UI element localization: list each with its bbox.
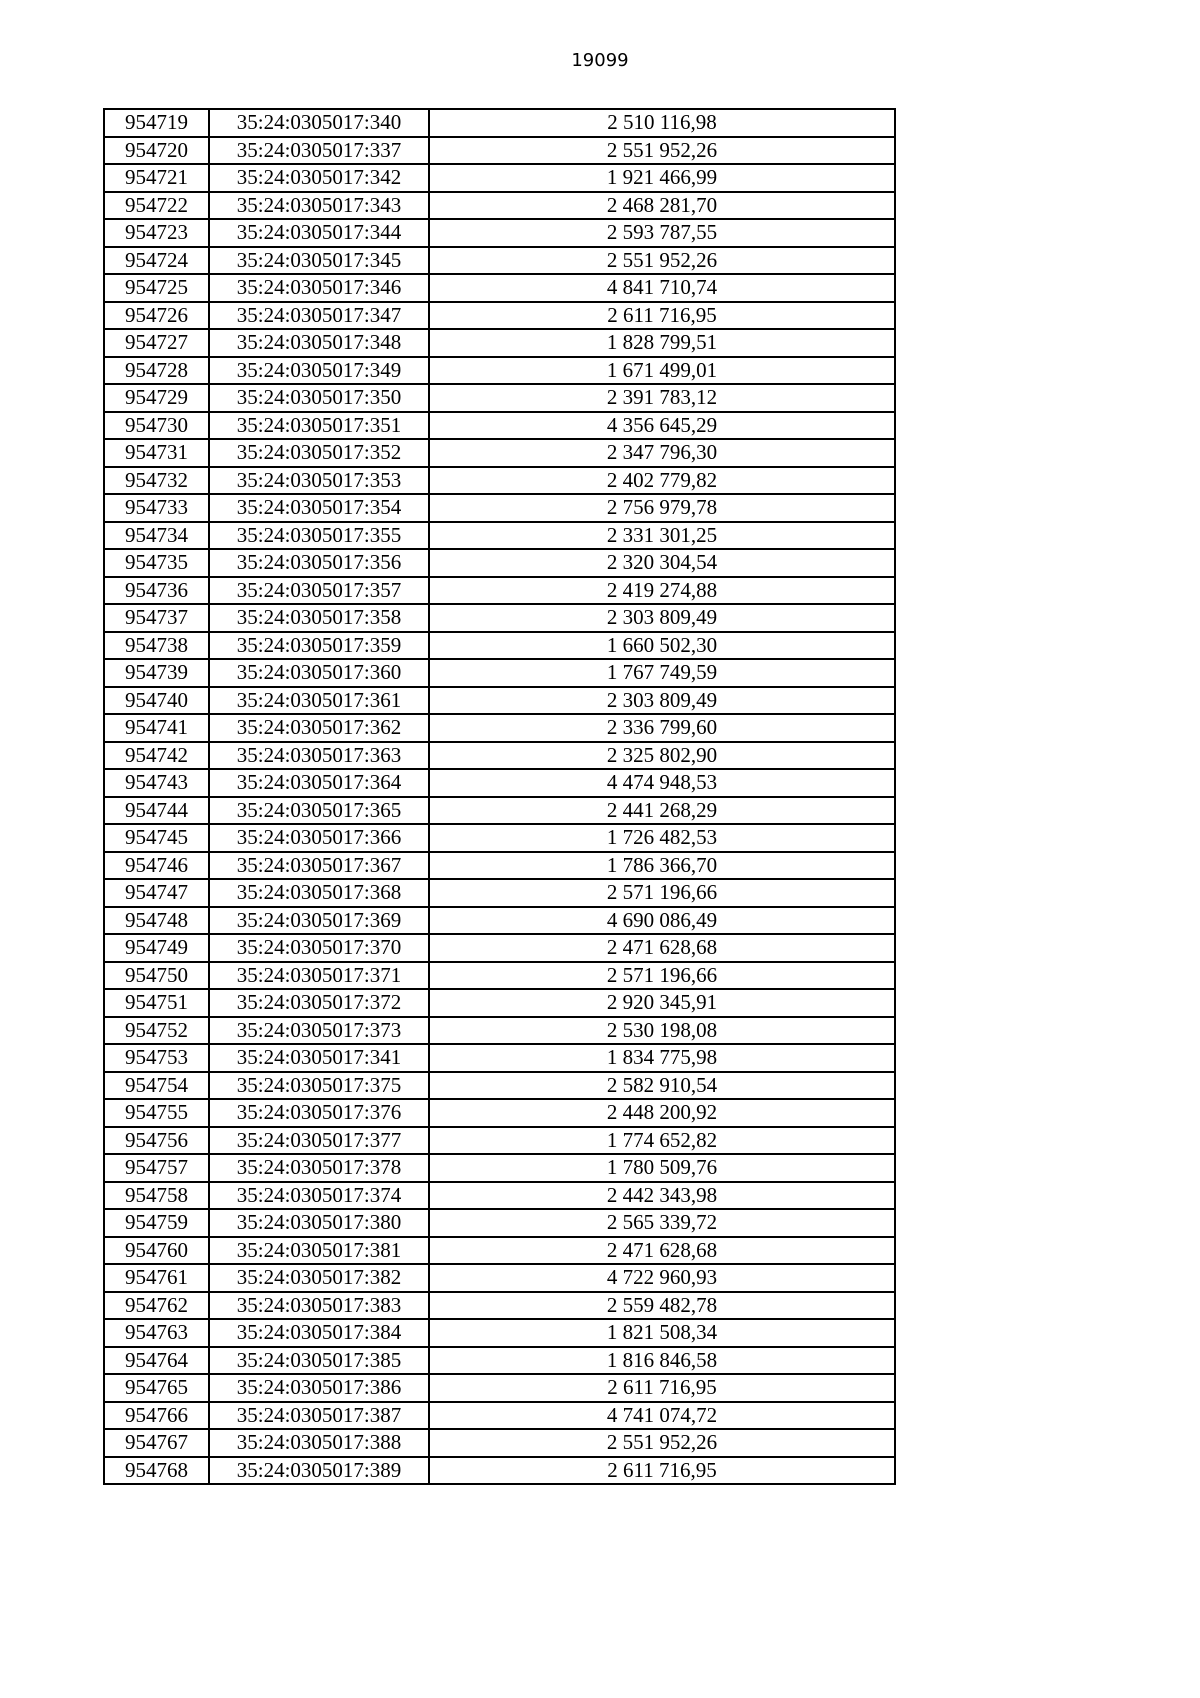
cadastral-number-cell: 35:24:0305017:370 (209, 934, 429, 962)
row-number-cell: 954740 (104, 687, 209, 715)
table-body (104, 109, 895, 1484)
table-row (104, 742, 895, 770)
cadastral-value-table (103, 108, 896, 1485)
cadastral-number-cell: 35:24:0305017:369 (209, 907, 429, 935)
cadastral-value-cell: 4 722 960,93 (429, 1264, 895, 1292)
table-row (104, 302, 895, 330)
cadastral-number-cell: 35:24:0305017:366 (209, 824, 429, 852)
row-number-cell: 954761 (104, 1264, 209, 1292)
cadastral-number-cell: 35:24:0305017:382 (209, 1264, 429, 1292)
cadastral-number-cell: 35:24:0305017:348 (209, 329, 429, 357)
cadastral-value-cell: 2 571 196,66 (429, 962, 895, 990)
row-number-cell: 954729 (104, 384, 209, 412)
cadastral-number-cell: 35:24:0305017:372 (209, 989, 429, 1017)
cadastral-value-cell: 2 320 304,54 (429, 549, 895, 577)
table-row (104, 797, 895, 825)
table-row (104, 604, 895, 632)
cadastral-value-cell: 2 582 910,54 (429, 1072, 895, 1100)
row-number-cell: 954727 (104, 329, 209, 357)
cadastral-number-cell: 35:24:0305017:362 (209, 714, 429, 742)
row-number-cell: 954749 (104, 934, 209, 962)
cadastral-value-cell: 1 726 482,53 (429, 824, 895, 852)
cadastral-value-cell: 2 441 268,29 (429, 797, 895, 825)
cadastral-value-cell: 1 780 509,76 (429, 1154, 895, 1182)
cadastral-value-cell: 1 828 799,51 (429, 329, 895, 357)
cadastral-value-cell: 2 402 779,82 (429, 467, 895, 495)
table-row (104, 1347, 895, 1375)
row-number-cell: 954760 (104, 1237, 209, 1265)
cadastral-value-cell: 2 303 809,49 (429, 604, 895, 632)
cadastral-value-cell: 2 611 716,95 (429, 1457, 895, 1485)
cadastral-number-cell: 35:24:0305017:350 (209, 384, 429, 412)
table-row (104, 137, 895, 165)
table-row (104, 1429, 895, 1457)
row-number-cell: 954736 (104, 577, 209, 605)
cadastral-number-cell: 35:24:0305017:387 (209, 1402, 429, 1430)
cadastral-value-cell: 2 565 339,72 (429, 1209, 895, 1237)
cadastral-number-cell: 35:24:0305017:340 (209, 109, 429, 137)
cadastral-number-cell: 35:24:0305017:386 (209, 1374, 429, 1402)
row-number-cell: 954724 (104, 247, 209, 275)
table-row (104, 549, 895, 577)
table-row (104, 714, 895, 742)
row-number-cell: 954757 (104, 1154, 209, 1182)
table-row (104, 1127, 895, 1155)
cadastral-number-cell: 35:24:0305017:381 (209, 1237, 429, 1265)
cadastral-value-cell: 2 471 628,68 (429, 1237, 895, 1265)
table-row (104, 577, 895, 605)
cadastral-value-cell: 2 756 979,78 (429, 494, 895, 522)
table-row (104, 357, 895, 385)
table-row (104, 1182, 895, 1210)
cadastral-value-cell: 1 786 366,70 (429, 852, 895, 880)
cadastral-number-cell: 35:24:0305017:373 (209, 1017, 429, 1045)
cadastral-number-cell: 35:24:0305017:371 (209, 962, 429, 990)
table-row (104, 247, 895, 275)
row-number-cell: 954719 (104, 109, 209, 137)
cadastral-number-cell: 35:24:0305017:341 (209, 1044, 429, 1072)
table-row (104, 164, 895, 192)
cadastral-value-cell: 2 551 952,26 (429, 1429, 895, 1457)
row-number-cell: 954732 (104, 467, 209, 495)
table-row (104, 1072, 895, 1100)
row-number-cell: 954746 (104, 852, 209, 880)
row-number-cell: 954762 (104, 1292, 209, 1320)
table-row (104, 412, 895, 440)
cadastral-number-cell: 35:24:0305017:352 (209, 439, 429, 467)
row-number-cell: 954765 (104, 1374, 209, 1402)
cadastral-value-cell: 2 347 796,30 (429, 439, 895, 467)
table-row (104, 1017, 895, 1045)
cadastral-number-cell: 35:24:0305017:345 (209, 247, 429, 275)
row-number-cell: 954753 (104, 1044, 209, 1072)
table-row (104, 274, 895, 302)
row-number-cell: 954731 (104, 439, 209, 467)
row-number-cell: 954721 (104, 164, 209, 192)
cadastral-number-cell: 35:24:0305017:367 (209, 852, 429, 880)
table-row (104, 879, 895, 907)
row-number-cell: 954720 (104, 137, 209, 165)
cadastral-value-cell: 4 741 074,72 (429, 1402, 895, 1430)
cadastral-number-cell: 35:24:0305017:385 (209, 1347, 429, 1375)
cadastral-number-cell: 35:24:0305017:342 (209, 164, 429, 192)
table-row (104, 1209, 895, 1237)
table-row (104, 109, 895, 137)
row-number-cell: 954750 (104, 962, 209, 990)
cadastral-number-cell: 35:24:0305017:389 (209, 1457, 429, 1485)
row-number-cell: 954758 (104, 1182, 209, 1210)
cadastral-value-cell: 4 356 645,29 (429, 412, 895, 440)
cadastral-value-cell: 2 510 116,98 (429, 109, 895, 137)
cadastral-number-cell: 35:24:0305017:383 (209, 1292, 429, 1320)
row-number-cell: 954743 (104, 769, 209, 797)
cadastral-number-cell: 35:24:0305017:349 (209, 357, 429, 385)
page-number: 19099 (571, 50, 629, 71)
cadastral-value-cell: 2 468 281,70 (429, 192, 895, 220)
row-number-cell: 954768 (104, 1457, 209, 1485)
cadastral-number-cell: 35:24:0305017:354 (209, 494, 429, 522)
row-number-cell: 954734 (104, 522, 209, 550)
cadastral-value-cell: 1 816 846,58 (429, 1347, 895, 1375)
table-row (104, 1237, 895, 1265)
cadastral-number-cell: 35:24:0305017:360 (209, 659, 429, 687)
cadastral-value-cell: 1 774 652,82 (429, 1127, 895, 1155)
table-row (104, 962, 895, 990)
cadastral-value-cell: 4 474 948,53 (429, 769, 895, 797)
cadastral-number-cell: 35:24:0305017:351 (209, 412, 429, 440)
cadastral-number-cell: 35:24:0305017:359 (209, 632, 429, 660)
cadastral-number-cell: 35:24:0305017:380 (209, 1209, 429, 1237)
cadastral-number-cell: 35:24:0305017:358 (209, 604, 429, 632)
cadastral-number-cell: 35:24:0305017:388 (209, 1429, 429, 1457)
row-number-cell: 954763 (104, 1319, 209, 1347)
cadastral-value-cell: 4 690 086,49 (429, 907, 895, 935)
cadastral-value-cell: 4 841 710,74 (429, 274, 895, 302)
cadastral-value-cell: 2 442 343,98 (429, 1182, 895, 1210)
cadastral-value-cell: 2 920 345,91 (429, 989, 895, 1017)
row-number-cell: 954748 (104, 907, 209, 935)
cadastral-number-cell: 35:24:0305017:357 (209, 577, 429, 605)
table-row (104, 1374, 895, 1402)
table-row (104, 1154, 895, 1182)
cadastral-value-cell: 2 448 200,92 (429, 1099, 895, 1127)
row-number-cell: 954756 (104, 1127, 209, 1155)
cadastral-number-cell: 35:24:0305017:375 (209, 1072, 429, 1100)
row-number-cell: 954745 (104, 824, 209, 852)
cadastral-number-cell: 35:24:0305017:368 (209, 879, 429, 907)
row-number-cell: 954752 (104, 1017, 209, 1045)
table-row (104, 329, 895, 357)
table-row (104, 1044, 895, 1072)
cadastral-value-cell: 2 530 198,08 (429, 1017, 895, 1045)
cadastral-value-cell: 2 551 952,26 (429, 137, 895, 165)
cadastral-number-cell: 35:24:0305017:361 (209, 687, 429, 715)
table-row (104, 632, 895, 660)
row-number-cell: 954754 (104, 1072, 209, 1100)
row-number-cell: 954767 (104, 1429, 209, 1457)
cadastral-number-cell: 35:24:0305017:337 (209, 137, 429, 165)
table-row (104, 219, 895, 247)
row-number-cell: 954759 (104, 1209, 209, 1237)
table-row (104, 907, 895, 935)
table-row (104, 384, 895, 412)
table-row (104, 1099, 895, 1127)
row-number-cell: 954737 (104, 604, 209, 632)
row-number-cell: 954726 (104, 302, 209, 330)
row-number-cell: 954723 (104, 219, 209, 247)
table-row (104, 824, 895, 852)
cadastral-number-cell: 35:24:0305017:353 (209, 467, 429, 495)
row-number-cell: 954751 (104, 989, 209, 1017)
cadastral-value-cell: 1 834 775,98 (429, 1044, 895, 1072)
row-number-cell: 954738 (104, 632, 209, 660)
cadastral-value-cell: 2 419 274,88 (429, 577, 895, 605)
cadastral-number-cell: 35:24:0305017:376 (209, 1099, 429, 1127)
cadastral-value-cell: 2 551 952,26 (429, 247, 895, 275)
cadastral-value-cell: 2 336 799,60 (429, 714, 895, 742)
table-row (104, 769, 895, 797)
cadastral-value-cell: 2 325 802,90 (429, 742, 895, 770)
table-row (104, 494, 895, 522)
cadastral-value-cell: 1 821 508,34 (429, 1319, 895, 1347)
row-number-cell: 954764 (104, 1347, 209, 1375)
table-row (104, 522, 895, 550)
table-row (104, 1402, 895, 1430)
row-number-cell: 954733 (104, 494, 209, 522)
row-number-cell: 954728 (104, 357, 209, 385)
cadastral-number-cell: 35:24:0305017:347 (209, 302, 429, 330)
table-row (104, 439, 895, 467)
row-number-cell: 954766 (104, 1402, 209, 1430)
cadastral-value-cell: 1 921 466,99 (429, 164, 895, 192)
cadastral-number-cell: 35:24:0305017:346 (209, 274, 429, 302)
table-row (104, 192, 895, 220)
table-row (104, 934, 895, 962)
table-row (104, 467, 895, 495)
row-number-cell: 954722 (104, 192, 209, 220)
table-row (104, 1292, 895, 1320)
cadastral-number-cell: 35:24:0305017:364 (209, 769, 429, 797)
cadastral-value-cell: 2 303 809,49 (429, 687, 895, 715)
table-row (104, 687, 895, 715)
row-number-cell: 954755 (104, 1099, 209, 1127)
cadastral-number-cell: 35:24:0305017:377 (209, 1127, 429, 1155)
row-number-cell: 954741 (104, 714, 209, 742)
table-row (104, 852, 895, 880)
cadastral-value-cell: 1 767 749,59 (429, 659, 895, 687)
table-row (104, 1264, 895, 1292)
row-number-cell: 954742 (104, 742, 209, 770)
cadastral-number-cell: 35:24:0305017:356 (209, 549, 429, 577)
cadastral-value-cell: 2 611 716,95 (429, 302, 895, 330)
cadastral-value-cell: 2 593 787,55 (429, 219, 895, 247)
row-number-cell: 954725 (104, 274, 209, 302)
cadastral-value-cell: 2 331 301,25 (429, 522, 895, 550)
cadastral-value-cell: 2 559 482,78 (429, 1292, 895, 1320)
row-number-cell: 954739 (104, 659, 209, 687)
table-row (104, 659, 895, 687)
row-number-cell: 954747 (104, 879, 209, 907)
cadastral-value-cell: 2 611 716,95 (429, 1374, 895, 1402)
cadastral-number-cell: 35:24:0305017:374 (209, 1182, 429, 1210)
row-number-cell: 954730 (104, 412, 209, 440)
cadastral-number-cell: 35:24:0305017:363 (209, 742, 429, 770)
cadastral-value-cell: 1 671 499,01 (429, 357, 895, 385)
table-row (104, 1457, 895, 1485)
cadastral-number-cell: 35:24:0305017:344 (209, 219, 429, 247)
table-row (104, 1319, 895, 1347)
cadastral-number-cell: 35:24:0305017:355 (209, 522, 429, 550)
cadastral-number-cell: 35:24:0305017:365 (209, 797, 429, 825)
cadastral-value-cell: 2 391 783,12 (429, 384, 895, 412)
table-row (104, 989, 895, 1017)
cadastral-number-cell: 35:24:0305017:384 (209, 1319, 429, 1347)
cadastral-value-cell: 2 471 628,68 (429, 934, 895, 962)
cadastral-number-cell: 35:24:0305017:343 (209, 192, 429, 220)
row-number-cell: 954744 (104, 797, 209, 825)
cadastral-number-cell: 35:24:0305017:378 (209, 1154, 429, 1182)
cadastral-value-cell: 2 571 196,66 (429, 879, 895, 907)
row-number-cell: 954735 (104, 549, 209, 577)
cadastral-value-cell: 1 660 502,30 (429, 632, 895, 660)
